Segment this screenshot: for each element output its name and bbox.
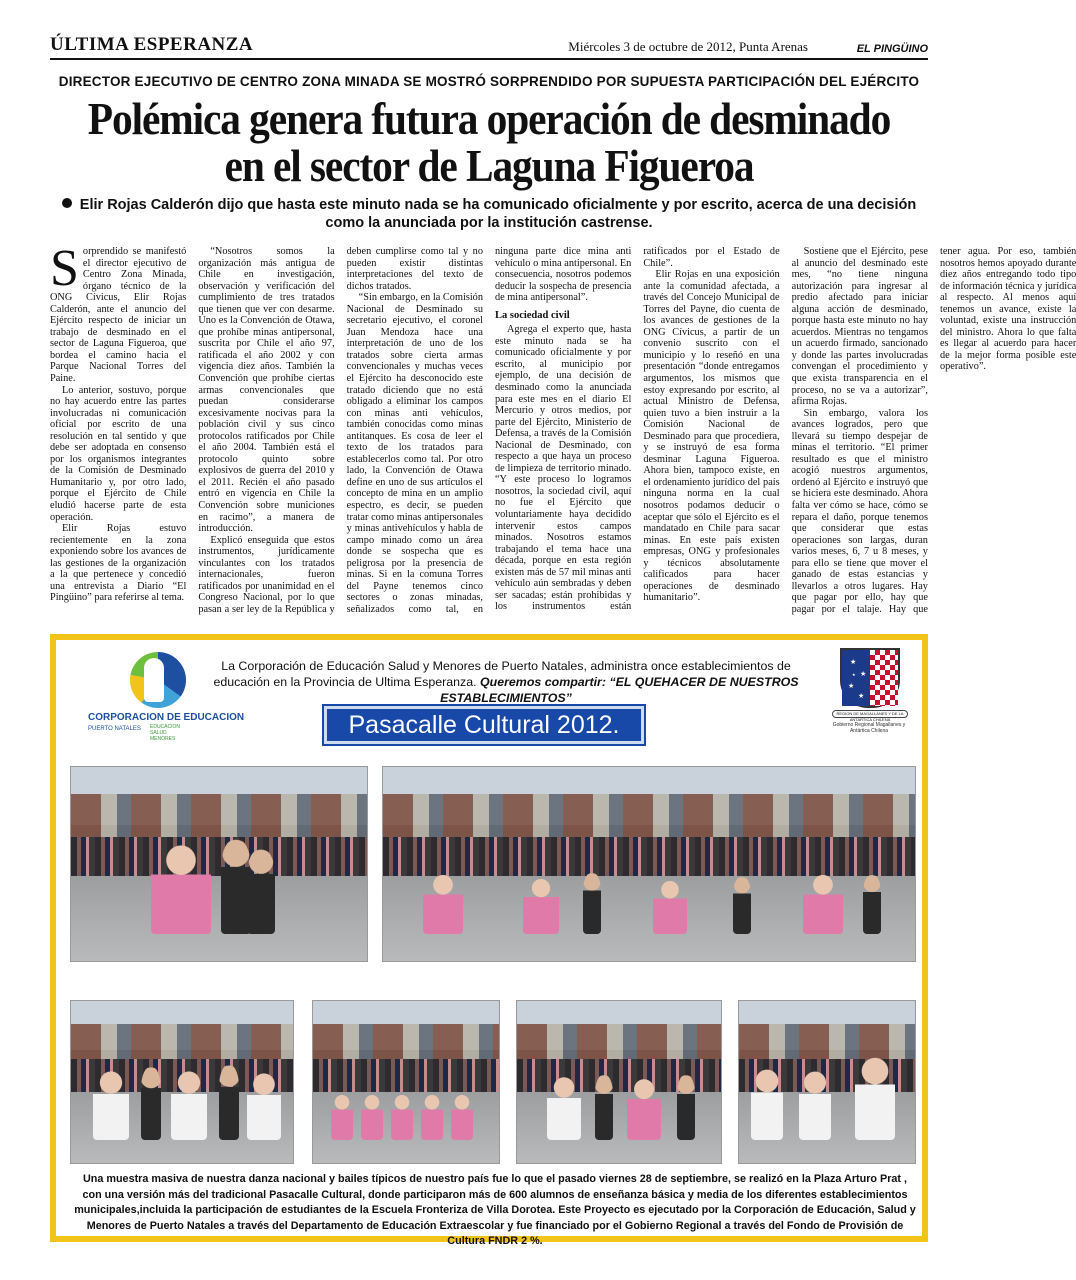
corporacion-areas — [150, 724, 180, 742]
corporacion-location: PUERTO NATALES — [88, 726, 141, 732]
promo-intro-highlight: Queremos compartir: “EL QUEHACER DE NUESTROS ESTABLECIMIENTOS” — [440, 675, 799, 705]
article-paragraph: Sin embargo, valora los avances logrados, pero que llevará su tiempo despejar de minas el territorio. “El primer resultado es que el ministro acogió nuestros argumentos, ordenó al Ejército e instruyó que se hiciera este desminado. Ahora falta ver cómo se hace, cómo se repara el daño, porque tenemos que considerar que estas operaciones son largas, duran varios meses, 6, 7 u 8 meses, y para ello se tiene que mover el ganado de estas estancias y llevarlos a otros lugares. Hay que pagar por ello, hay que pagar por el talaje. Hay que tener agua. Por eso, también nosotros hemos apoyado durante diez años entregando todo tipo de información técnica y jurídica al respecto. Al menos aquí tenemos un avance, existe la voluntad, existe una instrucción del ministro. Ahora lo que falta es llegar al acuerdo para hacer de la mejor forma posible este operativo”. — [791, 246, 1076, 615]
photo-dancers-5 — [516, 1000, 722, 1164]
promo-intro — [206, 658, 806, 706]
gov-text: Gobierno Regional Magallanes y Antártica Chilena — [832, 722, 906, 734]
star-icon: ★ — [848, 682, 855, 690]
article-kicker: DIRECTOR EJECUTIVO DE CENTRO ZONA MINADA SE MOSTRÓ SORPRENDIDO POR SUPUESTA PARTICIPACIÓN DEL EJÉRCITO — [58, 74, 920, 89]
article-paragraph: Elir Rojas en una exposición ante la comunidad afectada, a través del Concejo Municipal de Torres del Payne, dio cuenta de los avances de gestiones de la ONG Cívicus, a partir de un convenio suscrito con el municipio y lo reseñó en una presentación “donde entregamos argumentos, los mismos que estoy expresando por escrito, al actual Ministro de Defensa, quien tuvo a bien instruir a la Comisión Nacional de Desminado para que procediera, y se instruyó de esa forma desminar Laguna Figueroa. Ahora bien, tampoco existe, en el ordenamiento jurídico del país ninguna norma en la cual nosotros podamos deducir o aceptar que sólo el Ejército es el mandatado en Chile para sacar minas. En este país existen empresas, ONG y profesionales y técnicos absolutamente calificados para hacer operaciones de desminado humanitario”. — [643, 269, 780, 604]
photo-dancers-3 — [70, 1000, 294, 1164]
corporacion-name: CORPORACION DE EDUCACION — [88, 712, 245, 723]
article-deck — [50, 196, 928, 232]
drop-cap: S — [50, 240, 79, 297]
promo-box — [50, 634, 928, 1247]
figure-silhouette-icon — [144, 658, 164, 702]
photo-dancers-1 — [70, 766, 368, 962]
corporacion-area: EDUCACION — [150, 724, 181, 730]
star-icon: ★ — [858, 692, 865, 700]
star-icon: ★ — [850, 658, 857, 666]
article-subhead: La sociedad civil — [494, 309, 570, 321]
article-paragraph — [50, 240, 187, 385]
photo-dancers-2 — [382, 766, 916, 962]
pasacalle-banner: Pasacalle Cultural 2012. — [324, 706, 644, 744]
issue-date: Miércoles 3 de octubre de 2012, Punta Arenas — [568, 39, 808, 54]
article-paragraph: “Nosotros somos la organización más antigua de Chile en investigación, observación y verificación del cumplimiento de tres tratados que tienen que ver con desarme. Uno es la Convención de Otawa, que prohíbe minas antipersonal, suscrita por Chile el año 97, ratificada el año 2002 y con vigencia diez años. También la Convención que prohíbe ciertas armas convencionales que puedan considerarse excesivamente nocivas para la población civil y sus cinco protocolos ratificados por Chile el año 2004. También está el protocolo quinto sobre explosivos de guerra del 2010 y el 2011. Recién el año pasado entró en vigencia en Chile la Convención sobre municiones en racimo”, a manera de introducción. — [198, 246, 335, 535]
gobierno-regional-logo — [828, 648, 910, 742]
corporacion-area: MENORES — [150, 736, 176, 742]
regional-shield-icon — [840, 648, 900, 708]
bullet-icon — [62, 198, 72, 208]
gov-ribbon: REGION DE MAGALLANES Y DE LA ANTARTICA CHILENA — [832, 710, 908, 718]
first-paragraph-text: orprendido se manifestó el director ejecutivo de Centro Zona Minada, órgano técnico de la ONG Cívicus, Elir Rojas Calderón, ante el anuncio del Ejército respecto de iniciar un trabajo de desminado en el sector de Laguna Figueroa, que bordea el camino hacia el Parque Nacional Torres del Paine. — [50, 246, 187, 385]
paper-logo: EL PINGÜINO — [856, 43, 928, 55]
promo-intro-text: La Corporación de Educación Salud y Menores de Puerto Natales, administra once establecimientos de educación en la Provincia de Ultima Esperanza. — [213, 659, 791, 689]
article-headline: Polémica genera futura operación de desminado en el sector de Laguna Figueroa — [87, 94, 891, 191]
deck-text: Elir Rojas Calderón dijo que hasta este minuto nada se ha comunicado oficialmente y por escrito, acerca de una decisión como la anunciada por la institución castrense. — [79, 197, 917, 231]
corporacion-area: SALUD — [150, 730, 167, 736]
section-name: ÚLTIMA ESPERANZA — [50, 34, 254, 55]
star-icon: ★ — [852, 672, 856, 677]
article-paragraph: Elir Rojas estuvo recientemente en la zona exponiendo sobre los avances de las gestiones de la organización a la que pertenece y concedió una entrevista a Diario “El Pingüino” para referirse al tema. — [50, 523, 187, 604]
article-paragraph: “Sin embargo, en la Comisión Nacional de Desminado su secretario ejecutivo, el coronel Juan Mendoza hace una interpretación de uno de los tratados sobre cierta armas convencionales y muchas veces el Ejército ha desconocido este tratado diciendo que no está obligado a eliminar los campos con minas anti vehículos, también conocidas como minas antitanques. Es cosa de leer el texto de los tratados para establecerlos como tal. Por otro lado, la Convención de Otawa define en uno de sus artículos el concepto de mina en un amplio espectro, es decir, se pueden tratar como minas antipersonales y minas antivehículos y habla de campo minado como un área donde se sospecha que es peligrosa por la presencia de minas. Si en la comuna Torres del Payne tenemos cinco sectores o zonas minadas, señalizados como tal, en ninguna parte dice mina anti vehículo o mina antipersonal. En consecuencia, nosotros podemos deducir la sospecha de presencia de mina antipersonal”. — [346, 246, 632, 615]
star-icon: ★ — [860, 670, 867, 678]
photo-dancers-6 — [738, 1000, 916, 1164]
promo-caption: Una muestra masiva de nuestra danza nacional y bailes típicos de nuestro país fue lo que el pasado viernes 28 de septiembre, se realizó en la Plaza Arturo Prat , con una versión más del tradicional Pasacalle Cultural, donde participaron más de 600 alumnos de enseñanza básica y media de los diferentes establecimientos municipales,incluida la participación de estudiantes de la Escuela Fronteriza de Villa Dorotea. Este Proyecto es ejecutado por la Corporación de Educación, Salud y Menores de Puerto Natales a través del Departamento de Educación Extraescolar y fue financiado por el Gobierno Regional a través del Fondo de Provisión de Cultura FNDR 2 %. — [74, 1173, 916, 1247]
article-paragraph: Lo anterior, sostuvo, porque no hay acuerdo entre las partes involucradas ni comunicación oficial por escrito de una resolución en tal sentido y que debe ser adoptada en consenso por los organismos integrantes de la Comisión de Desminado Humanitario y, por otro lado, porque el Ejército de Chile eludió hacerse parte de esta operación. — [50, 384, 187, 523]
masthead — [50, 36, 928, 60]
article-paragraph: Sostiene que el Ejército, pese al anuncio del desminado este mes, “no tiene ninguna autorización para ingresar al predio afectado para iniciar alguna acción de desminado, porque hasta este minuto no hay acuerdos. Mientras no tengamos un acuerdo firmado, sancionado y donde las partes involucradas convengan el procedimiento y que exista transparencia en el proceso, no se va a autorizar”, afirma Rojas. — [791, 246, 928, 408]
article-body — [50, 240, 1076, 618]
article-paragraph: Agrega el experto que, hasta este minuto nada se ha comunicado oficialmente y por escrito, al municipio por ejemplo, de una decisión de desminado como la anunciada para este mes en el diario El Mercurio y otros medios, por parte del Ejército, Ministerio de Defensa, a través de la Comisión Nacional de Desminado, con respecto a que haya un proceso de limpieza de territorio minado. “Y este proceso lo logramos nosotros, la sociedad civil, aquí no fue el Ejército que voluntariamente haya decidido intervenir estos campos minados. Nosotros estamos trabajando el tema hace una década, porque en esta región existen más de 57 mil minas anti vehículo aún sembradas y deben ser sacadas; están prohibidas y los instrumentos están ratificados por el Estado de Chile”. — [494, 246, 780, 613]
photo-dancers-4 — [312, 1000, 500, 1164]
article-paragraph: Explicó enseguida que estos instrumentos, jurídicamente vinculantes con los tratados internacionales, fueron ratificados por unanimidad en el Congreso Nacional, por lo que pasan a ser ley de la República y deben cumplirse como tal y no pueden existir distintas interpretaciones del texto de dichos tratados. — [198, 246, 483, 615]
